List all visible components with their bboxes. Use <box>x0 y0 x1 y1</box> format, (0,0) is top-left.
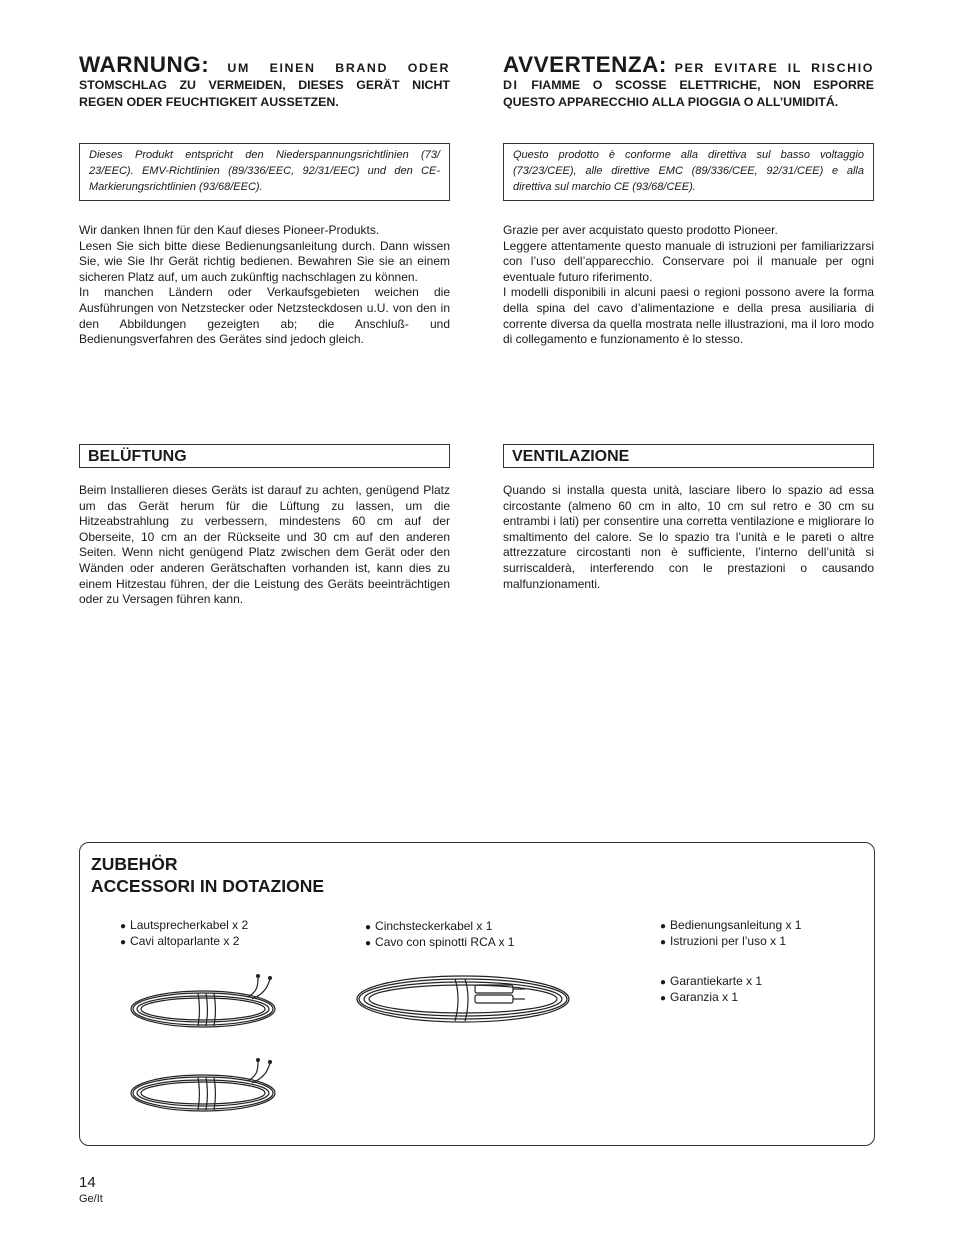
ventilation-paragraph-it: Quando si installa questa unità, lasciare libero lo spazio ad essa circostante (almeno 60 cm in alto, 10 cm sul retro e 30 cm su entrambi i lati) per consentire una corretta ventilazione e migliorare lo smaltimento del calore. Se lo spazio tra l’unità e le pareti o altre attrezzature circostanti non è sufficiente, l’interno dell’unità si surriscalderà, interferendo con le prestazioni o causando malfunzionamenti. <box>503 483 874 591</box>
ventilation-text-it <box>503 483 874 592</box>
accessories-title <box>91 853 324 897</box>
warning-caps-de: UM EINEN BRAND ODER <box>227 61 450 75</box>
warning-rest-it: FIAMME O SCOSSE ELETTRICHE, NON ESPORRE QUESTO APPARECCHIO ALLA PIOGGIA O ALL’UMIDITÁ. <box>503 78 874 109</box>
accessories-box <box>79 842 875 1146</box>
accessory-label-de: Lautsprecherkabel x 2 <box>130 918 249 932</box>
warning-word-de: WARNUNG: <box>79 52 210 77</box>
italian-column <box>503 52 874 591</box>
accessory-label-it: Garanzia x 1 <box>670 990 739 1004</box>
compliance-notice-it: Questo prodotto è conforme alla direttiva sul basso voltaggio (73/23/CEE), alle direttive EMC (89/336/CEE, 92/31/CEE) e alla direttiva sul marchio CE (93/68/CEE). <box>503 143 874 201</box>
language-code: Ge/It <box>79 1193 103 1205</box>
accessory-label-de: Bedienungsanleitung x 1 <box>670 918 802 932</box>
accessory-warranty-card <box>660 974 762 1006</box>
accessory-label-it: Cavo con spinotti RCA x 1 <box>375 935 515 949</box>
bullet-icon: ● <box>660 937 667 948</box>
warning-word-it: AVVERTENZA: <box>503 52 667 77</box>
accessory-manual <box>660 918 801 950</box>
warning-caps-it: PER EVITARE IL RISCHIO DI <box>503 61 874 92</box>
intro-paragraph-2-it: Leggere attentamente questo manuale di istruzioni per familiarizzarsi con l’uso dell’apparecchio. Conservare poi il manuale per ogni eventuale futuro riferimento. <box>503 238 874 284</box>
speaker-cable-icon <box>128 971 293 1033</box>
bullet-icon: ● <box>120 921 127 932</box>
intro-text-it <box>503 223 874 348</box>
accessory-rca-cable <box>365 919 514 951</box>
compliance-notice-de: Dieses Produkt entspricht den Niederspannungsrichtlinien (73/ 23/EEC). EMV-Richtlinien (89/336/EEC, 92/31/EEC) und den CE-Markierungsrichtlinien (93/68/EEC). <box>79 143 450 201</box>
page-number: 14 <box>79 1174 96 1191</box>
section-heading-ventilation-it: VENTILAZIONE <box>503 444 874 468</box>
bullet-icon: ● <box>120 937 127 948</box>
intro-paragraph-1-it: Grazie per aver acquistato questo prodotto Pioneer. <box>503 223 778 237</box>
bullet-icon: ● <box>365 938 372 949</box>
bullet-icon: ● <box>660 993 667 1004</box>
intro-paragraph-1-de: Wir danken Ihnen für den Kauf dieses Pioneer-Produkts. <box>79 223 380 237</box>
rca-cable-icon <box>355 971 577 1027</box>
accessories-title-it: ACCESSORI IN DOTAZIONE <box>91 876 325 896</box>
accessory-label-it: Istruzioni per l’uso x 1 <box>670 934 787 948</box>
warning-heading-de <box>79 52 450 111</box>
ventilation-text-de <box>79 483 450 608</box>
bullet-icon: ● <box>660 977 667 988</box>
accessory-label-de: Cinchsteckerkabel x 1 <box>375 919 493 933</box>
intro-text-de <box>79 223 450 348</box>
accessories-title-de: ZUBEHÖR <box>91 854 178 874</box>
intro-paragraph-3-de: In manchen Ländern oder Verkaufsgebieten weichen die Ausführungen von Netzstecker oder Netzsteckdosen u.U. von den in den Abbildungen gezeigten ab; die Anschluß- und Bedienungsverfahren des Gerätes sind jedoch gleich. <box>79 285 450 347</box>
accessory-label-de: Garantiekarte x 1 <box>670 974 763 988</box>
ventilation-paragraph-de: Beim Installieren dieses Geräts ist darauf zu achten, genügend Platz um das Gerät herum für die Lüftung zu lassen, um die Hitzeabstrahlung zu verbessern, mindestens 60 cm auf der Oberseite, 10 cm an der Rückseite und 30 cm auf den anderen Seiten. Wenn nicht genügend Platz zwischen dem Gerät oder den Wänden oder anderen Gerätschaften vorhanden ist, kann dies zu einem Hitzestau führen, der die Leistung des Geräts beeinträchtigen oder zu Versagen führen kann. <box>79 483 450 607</box>
section-heading-ventilation-de: BELÜFTUNG <box>79 444 450 468</box>
warning-rest-de: STOMSCHLAG ZU VERMEIDEN, DIESES GERÄT NICHT REGEN ODER FEUCHTIGKEIT AUSSETZEN. <box>79 78 450 109</box>
bullet-icon: ● <box>660 921 667 932</box>
accessory-label-it: Cavi altoparlante x 2 <box>130 934 240 948</box>
intro-paragraph-3-it: I modelli disponibili in alcuni paesi o regioni possono avere la forma della spina del cavo d’alimentazione e della presa ausiliaria di corrente diversa da quella mostrata nelle illustrazioni, ma il loro modo di collegamento e funzionamento è lo stesso. <box>503 285 874 347</box>
speaker-cable-icon <box>128 1055 293 1117</box>
bullet-icon: ● <box>365 922 372 933</box>
accessory-speaker-cables <box>120 918 248 950</box>
german-column <box>79 52 450 607</box>
intro-paragraph-2-de: Lesen Sie sich bitte diese Bedienungsanleitung durch. Dann wissen Sie, wie Sie Ihr Gerät richtig bedienen. Bewahren Sie sie an einem sicheren Platz auf, um auch zukünftig nachschlagen zu können. <box>79 238 450 284</box>
warning-heading-it <box>503 52 874 111</box>
